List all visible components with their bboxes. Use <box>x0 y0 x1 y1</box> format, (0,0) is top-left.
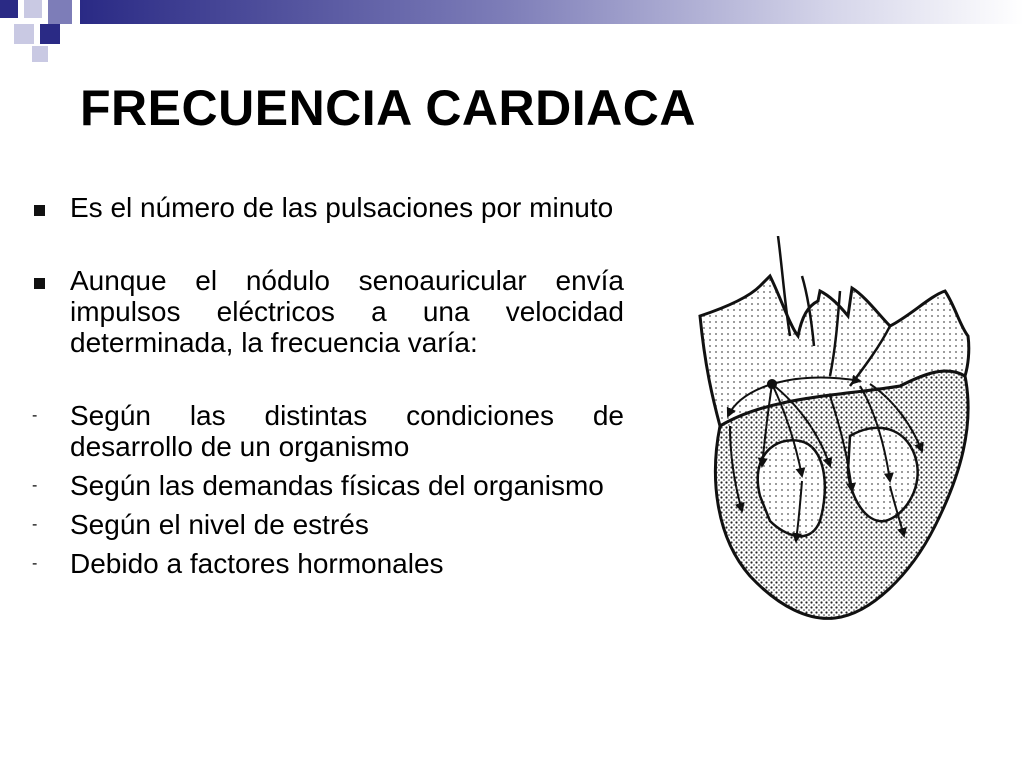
slide-title: FRECUENCIA CARDIACA <box>80 80 696 136</box>
dash-text: Según las demandas físicas del organismo <box>70 470 604 501</box>
deco-square <box>14 24 34 44</box>
dash-marker: - <box>32 477 38 494</box>
bullet-item <box>30 265 624 358</box>
dash-marker: - <box>32 555 38 572</box>
dash-marker: - <box>32 516 38 533</box>
bullet-text: Aunque el nódulo senoauricular envía impulsos eléctricos a una velocidad determinada, la frecuencia varía: <box>70 265 624 358</box>
header-gradient-band <box>80 0 1024 24</box>
dash-item <box>30 509 624 540</box>
dash-text: Según las distintas condiciones de desarrollo de un organismo <box>70 400 624 462</box>
dash-item <box>30 470 624 501</box>
deco-square <box>40 24 60 44</box>
deco-square <box>32 46 48 62</box>
heart-conduction-diagram-icon <box>690 236 980 636</box>
dash-text: Debido a factores hormonales <box>70 548 444 579</box>
dash-text: Según el nivel de estrés <box>70 509 369 540</box>
deco-square <box>0 0 18 18</box>
bullet-item <box>30 192 624 223</box>
bullet-text: Es el número de las pulsaciones por minuto <box>70 192 614 223</box>
deco-square <box>24 0 42 18</box>
slide-content <box>30 192 624 579</box>
dash-marker: - <box>32 407 38 424</box>
header-decoration <box>0 0 1024 70</box>
dash-item <box>30 548 624 579</box>
deco-square <box>48 0 72 24</box>
dash-item <box>30 400 624 462</box>
